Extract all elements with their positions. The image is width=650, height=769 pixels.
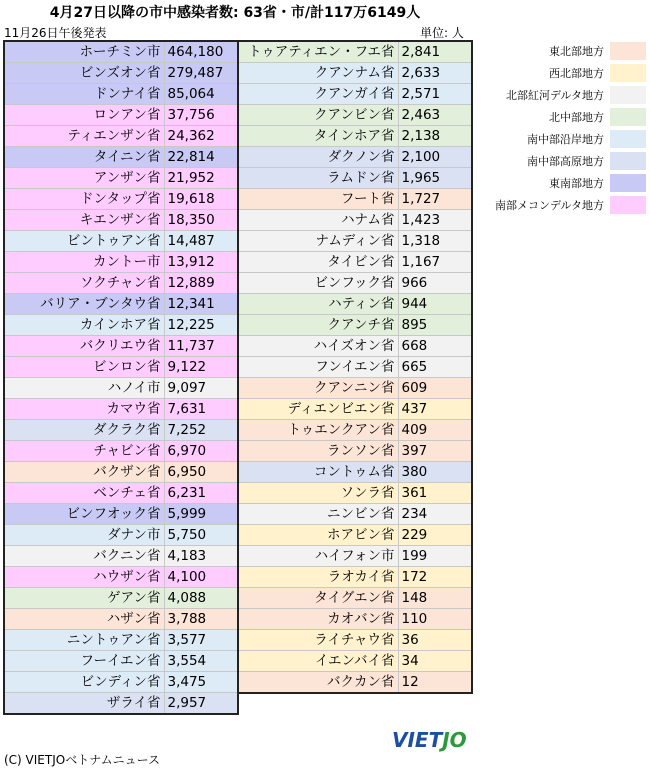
case-count: 668 — [401, 338, 428, 354]
legend-item — [484, 172, 646, 194]
province-name: タイグエン省 — [238, 588, 398, 609]
case-count: 2,100 — [401, 149, 441, 165]
case-count: 944 — [401, 296, 428, 312]
province-name: ビンロン省 — [4, 357, 164, 378]
legend-swatch — [610, 174, 646, 192]
legend-swatch — [610, 196, 646, 214]
table-row — [4, 378, 238, 399]
province-name: ディエンビエン省 — [238, 399, 398, 420]
case-count: 4,088 — [167, 590, 207, 606]
chart-title: 4月27日以降の市中感染者数: 63省・市/計117万6149人 — [49, 5, 421, 21]
province-name: トゥエンクアン省 — [238, 420, 398, 441]
table-row — [238, 546, 472, 567]
case-count: 2,633 — [401, 65, 441, 81]
province-name: フート省 — [238, 189, 398, 210]
table-row — [4, 231, 238, 252]
table-row — [4, 588, 238, 609]
province-name: ビンフオック省 — [4, 504, 164, 525]
table-row — [4, 483, 238, 504]
province-name: タイビン省 — [238, 252, 398, 273]
case-count: 36 — [401, 632, 419, 648]
province-name: ランソン省 — [238, 441, 398, 462]
case-count: 464,180 — [167, 44, 224, 60]
case-count: 361 — [401, 485, 428, 501]
table-row — [4, 252, 238, 273]
table-row — [4, 273, 238, 294]
table-row — [4, 63, 238, 84]
legend-label: 東北部地方 — [549, 45, 604, 58]
case-count: 3,475 — [167, 674, 207, 690]
case-count: 7,631 — [167, 401, 207, 417]
province-name: チャビン省 — [4, 441, 164, 462]
table-row — [238, 168, 472, 189]
table-row — [4, 672, 238, 693]
table-row — [238, 294, 472, 315]
province-name: カマウ省 — [4, 399, 164, 420]
province-name: フーイエン省 — [4, 651, 164, 672]
province-name: ハウザン省 — [4, 567, 164, 588]
province-name: クアンチ省 — [238, 315, 398, 336]
legend-swatch — [610, 42, 646, 60]
table-row — [4, 168, 238, 189]
case-count: 199 — [401, 548, 428, 564]
legend-item — [484, 62, 646, 84]
province-name: アンザン省 — [4, 168, 164, 189]
case-count: 85,064 — [167, 86, 215, 102]
table-row — [238, 126, 472, 147]
case-count: 110 — [401, 611, 428, 627]
legend-item — [484, 194, 646, 216]
case-count: 12,889 — [167, 275, 215, 291]
table-row — [238, 315, 472, 336]
province-name: ダナン市 — [4, 525, 164, 546]
province-name: ビンズオン省 — [4, 63, 164, 84]
case-count: 1,167 — [401, 254, 441, 270]
table-row — [238, 483, 472, 504]
case-count: 19,618 — [167, 191, 215, 207]
province-name: ダクノン省 — [238, 147, 398, 168]
table-row — [238, 630, 472, 651]
date-note: 11月26日午後発表 — [4, 26, 107, 40]
case-count: 12 — [401, 674, 419, 690]
table-row — [238, 651, 472, 672]
case-count: 380 — [401, 464, 428, 480]
legend-label: 東南部地方 — [549, 177, 604, 190]
case-count: 9,097 — [167, 380, 207, 396]
case-count: 13,912 — [167, 254, 215, 270]
case-count: 14,487 — [167, 233, 215, 249]
left-province-table — [3, 40, 239, 715]
case-count: 437 — [401, 401, 428, 417]
copyright-credit: (C) VIETJOベトナムニュース — [4, 753, 161, 767]
table-row — [4, 84, 238, 105]
province-name: ソンラ省 — [238, 483, 398, 504]
case-count: 234 — [401, 506, 428, 522]
case-count: 2,571 — [401, 86, 441, 102]
province-name: ドンナイ省 — [4, 84, 164, 105]
table-row — [238, 41, 472, 63]
table-row — [238, 147, 472, 168]
table-row — [238, 462, 472, 483]
province-name: トゥアティエン・フエ省 — [238, 41, 398, 63]
case-count: 6,950 — [167, 464, 207, 480]
table-row — [4, 420, 238, 441]
table-row — [238, 231, 472, 252]
case-count: 279,487 — [167, 65, 224, 81]
case-count: 6,231 — [167, 485, 207, 501]
table-row — [238, 441, 472, 462]
legend-swatch — [610, 64, 646, 82]
province-name: カインホア省 — [4, 315, 164, 336]
case-count: 12,341 — [167, 296, 215, 312]
case-count: 37,756 — [167, 107, 215, 123]
case-count: 1,423 — [401, 212, 441, 228]
province-name: ニントゥアン省 — [4, 630, 164, 651]
province-name: ニンビン省 — [238, 504, 398, 525]
case-count: 3,577 — [167, 632, 207, 648]
legend-label: 南中部沿岸地方 — [527, 133, 604, 146]
table-row — [238, 84, 472, 105]
case-count: 18,350 — [167, 212, 215, 228]
case-count: 5,750 — [167, 527, 207, 543]
case-count: 3,788 — [167, 611, 207, 627]
province-name: クアンニン省 — [238, 378, 398, 399]
case-count: 1,727 — [401, 191, 441, 207]
table-row — [238, 525, 472, 546]
case-count: 22,814 — [167, 149, 215, 165]
legend-swatch — [610, 86, 646, 104]
province-name: ハナム省 — [238, 210, 398, 231]
province-name: タイニン省 — [4, 147, 164, 168]
legend-item — [484, 40, 646, 62]
table-row — [4, 441, 238, 462]
case-count: 7,252 — [167, 422, 207, 438]
province-name: ハイズオン省 — [238, 336, 398, 357]
table-row — [238, 420, 472, 441]
case-count: 9,122 — [167, 359, 207, 375]
case-count: 609 — [401, 380, 428, 396]
case-count: 11,737 — [167, 338, 215, 354]
case-count: 5,999 — [167, 506, 207, 522]
province-name: カオバン省 — [238, 609, 398, 630]
province-name: ハティン省 — [238, 294, 398, 315]
table-row — [4, 630, 238, 651]
province-name: ビントゥアン省 — [4, 231, 164, 252]
province-name: ハイフォン市 — [238, 546, 398, 567]
table-row — [4, 126, 238, 147]
case-count: 2,463 — [401, 107, 441, 123]
legend-item — [484, 106, 646, 128]
case-count: 2,957 — [167, 695, 207, 711]
province-name: ダクラク省 — [4, 420, 164, 441]
case-count: 148 — [401, 590, 428, 606]
province-name: バリア・ブンタウ省 — [4, 294, 164, 315]
province-name: ラムドン省 — [238, 168, 398, 189]
legend-label: 北中部地方 — [549, 111, 604, 124]
province-name: バクザン省 — [4, 462, 164, 483]
table-row — [238, 210, 472, 231]
table-row — [4, 336, 238, 357]
table-row — [4, 609, 238, 630]
province-name: ティエンザン省 — [4, 126, 164, 147]
province-name: ホーチミン市 — [4, 41, 164, 63]
legend-label: 西北部地方 — [549, 67, 604, 80]
case-count: 34 — [401, 653, 419, 669]
table-row — [238, 609, 472, 630]
case-count: 409 — [401, 422, 428, 438]
province-name: ハザン省 — [4, 609, 164, 630]
case-count: 172 — [401, 569, 428, 585]
province-name: ロンアン省 — [4, 105, 164, 126]
province-name: キエンザン省 — [4, 210, 164, 231]
province-name: ハノイ市 — [4, 378, 164, 399]
case-count: 24,362 — [167, 128, 215, 144]
province-name: バクカン省 — [238, 672, 398, 694]
case-count: 229 — [401, 527, 428, 543]
table-row — [238, 252, 472, 273]
legend-item — [484, 128, 646, 150]
legend-label: 南中部高原地方 — [527, 155, 604, 168]
case-count: 4,183 — [167, 548, 207, 564]
table-row — [238, 273, 472, 294]
province-name: バクニン省 — [4, 546, 164, 567]
case-count: 665 — [401, 359, 428, 375]
table-row — [4, 315, 238, 336]
table-row — [4, 210, 238, 231]
table-row — [4, 357, 238, 378]
province-name: ラオカイ省 — [238, 567, 398, 588]
table-row — [238, 63, 472, 84]
province-name: ベンチェ省 — [4, 483, 164, 504]
case-count: 397 — [401, 443, 428, 459]
table-row — [4, 525, 238, 546]
table-row — [4, 504, 238, 525]
unit-note: 単位: 人 — [420, 26, 464, 40]
table-row — [238, 189, 472, 210]
legend-label: 南部メコンデルタ地方 — [494, 199, 604, 212]
table-row — [4, 567, 238, 588]
case-count: 1,965 — [401, 170, 441, 186]
table-row — [238, 336, 472, 357]
case-count: 4,100 — [167, 569, 207, 585]
table-row — [4, 105, 238, 126]
table-row — [238, 378, 472, 399]
table-row — [238, 399, 472, 420]
legend-swatch — [610, 108, 646, 126]
province-name: タインホア省 — [238, 126, 398, 147]
case-count: 1,318 — [401, 233, 441, 249]
table-row — [4, 147, 238, 168]
province-name: クアンガイ省 — [238, 84, 398, 105]
province-name: ビンフック省 — [238, 273, 398, 294]
province-name: ゲアン省 — [4, 588, 164, 609]
province-name: カントー市 — [4, 252, 164, 273]
table-row — [238, 672, 472, 694]
table-row — [4, 294, 238, 315]
province-name: クアンビン省 — [238, 105, 398, 126]
right-province-table — [237, 40, 473, 694]
table-row — [4, 651, 238, 672]
province-name: ライチャウ省 — [238, 630, 398, 651]
province-name: ソクチャン省 — [4, 273, 164, 294]
province-name: イエンバイ省 — [238, 651, 398, 672]
case-count: 966 — [401, 275, 428, 291]
table-row — [4, 546, 238, 567]
table-row — [4, 41, 238, 63]
case-count: 2,138 — [401, 128, 441, 144]
province-name: ザライ省 — [4, 693, 164, 715]
vietjo-logo: VIETJO — [392, 728, 467, 752]
case-count: 21,952 — [167, 170, 215, 186]
province-name: フンイエン省 — [238, 357, 398, 378]
region-legend — [484, 40, 646, 216]
case-count: 3,554 — [167, 653, 207, 669]
legend-item — [484, 84, 646, 106]
case-count: 895 — [401, 317, 428, 333]
table-row — [238, 357, 472, 378]
legend-swatch — [610, 152, 646, 170]
table-row — [238, 504, 472, 525]
province-name: ドンタップ省 — [4, 189, 164, 210]
table-row — [4, 189, 238, 210]
table-row — [238, 588, 472, 609]
case-count: 6,970 — [167, 443, 207, 459]
table-row — [4, 462, 238, 483]
table-row — [238, 105, 472, 126]
legend-item — [484, 150, 646, 172]
province-name: クアンナム省 — [238, 63, 398, 84]
province-name: ホアビン省 — [238, 525, 398, 546]
table-row — [4, 399, 238, 420]
case-count: 12,225 — [167, 317, 215, 333]
province-name: ビンディン省 — [4, 672, 164, 693]
legend-label: 北部紅河デルタ地方 — [505, 89, 604, 102]
province-name: バクリエウ省 — [4, 336, 164, 357]
province-name: ナムディン省 — [238, 231, 398, 252]
table-row — [238, 567, 472, 588]
legend-swatch — [610, 130, 646, 148]
table-row — [4, 693, 238, 715]
case-count: 2,841 — [401, 44, 441, 60]
province-name: コントゥム省 — [238, 462, 398, 483]
